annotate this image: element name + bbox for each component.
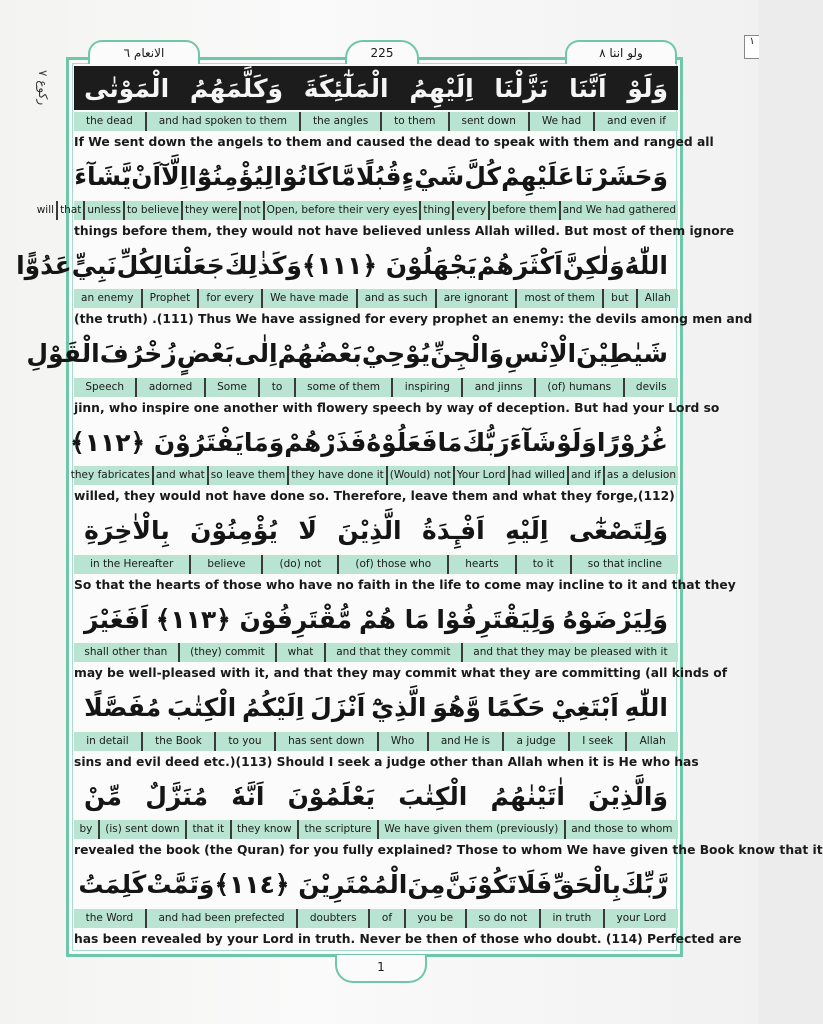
translation-line: has been revealed by your Lord in truth. Never be then of those who doubt. (114) Perfected are (74, 931, 742, 946)
arabic-word: اَنْ (131, 162, 162, 191)
translation-line: sins and evil deed etc.)(113) Should I seek a judge other than Allah when it is He who has (74, 754, 699, 769)
arabic-word: اَبْتَغِيْ (551, 693, 619, 722)
word-gloss: and even if (593, 112, 678, 131)
arabic-word: نَبِيٍّ (71, 250, 117, 280)
arabic-word: الَّذِيْنَ (337, 516, 402, 545)
word-gloss: Allah (625, 732, 678, 751)
arabic-word: بِالْاٰخِرَةِ (84, 516, 170, 545)
arabic-line (16, 243, 678, 287)
arabic-word: يَفْتَرُوْنَ ﴿١١٢﴾ (70, 427, 244, 457)
translation-line: If We sent down the angels to them and caused the dead to speak with them and ranged all (74, 135, 714, 149)
translation-line: revealed the book (the Quran) for you fully explained? Those to whom We have given the Book know that it (74, 843, 823, 857)
arabic-word: وَالْجِنِّ (430, 339, 505, 368)
word-gloss-row (74, 378, 678, 397)
word-gloss: devils (623, 378, 678, 397)
word-gloss-row (74, 555, 678, 574)
arabic-word: مُفَصَّلًا (84, 693, 162, 722)
arabic-word: عَلَيْهِمْ (501, 162, 575, 191)
word-gloss: are ignorant (435, 289, 516, 308)
word-gloss: and what (152, 466, 207, 485)
word-gloss: and as such (356, 289, 435, 308)
arabic-line (74, 686, 678, 730)
arabic-word: نَزَّلْنَا (494, 73, 549, 103)
word-gloss: Prophet (141, 289, 198, 308)
arabic-word: تَكُوْنَنَّ (445, 870, 517, 899)
arabic-word: اِلَّآ (161, 162, 189, 191)
arabic-word: وَلِتَصْغٰٓى (568, 516, 668, 545)
arabic-word: اَنَّنَا (569, 73, 607, 103)
arabic-word: مَا هُمْ (358, 604, 430, 634)
word-gloss: hearts (447, 555, 515, 574)
word-gloss: the Word (85, 911, 134, 924)
word-gloss: adorned (135, 378, 203, 397)
word-gloss: most of them (515, 289, 602, 308)
arabic-word: اَنَّهٗ (231, 781, 265, 811)
arabic-word: الْكِتٰبَ (167, 693, 237, 722)
arabic-word: يَّشَآءَ (74, 162, 132, 191)
word-gloss: and that they commit (324, 643, 461, 662)
arabic-word: اِلٰى (234, 339, 278, 368)
arabic-word: فَذَرْهُمْ (284, 427, 367, 457)
word-gloss: (is) sent down (98, 820, 185, 839)
arabic-word: حَكَمًا (486, 693, 546, 722)
arabic-word: وَتَمَّتْ (146, 870, 215, 899)
arabic-word: اَكْثَرَهُمْ (476, 250, 563, 280)
word-gloss: not (239, 201, 262, 220)
word-gloss: as a delusion (603, 466, 678, 485)
word-gloss: We have made (261, 289, 356, 308)
arabic-word: اِلَيْهِمُ (409, 73, 474, 103)
arabic-line (74, 774, 678, 818)
arabic-word: رَّبِّكَ (620, 870, 668, 899)
arabic-word: زُخْرُفَ (99, 339, 177, 368)
word-gloss: an enemy (81, 292, 134, 304)
translation-line: may be well-pleased with it, and that they may commit what they are committing (all kinds of (74, 666, 728, 680)
arabic-word: الْقَوْلِ (26, 339, 100, 368)
arabic-word: الْاِنْسِ (504, 339, 577, 368)
arabic-line (74, 155, 678, 199)
word-gloss: to believe (123, 201, 181, 220)
arabic-word: مَّا (331, 162, 356, 191)
word-gloss: Speech (85, 380, 125, 393)
arabic-word: وَكَلَّمَهُمُ (189, 73, 284, 103)
word-gloss: will (36, 203, 55, 216)
arabic-line (74, 509, 678, 553)
word-gloss: had willed (508, 466, 568, 485)
page-number: 225 (345, 40, 419, 64)
translation-line: things before them, they would not have believed unless Allah willed. But most of them ignore (74, 223, 735, 238)
arabic-word: وَلِيَقْتَرِفُوْا (436, 604, 556, 634)
word-gloss: shall other than (84, 646, 168, 658)
word-gloss: Who (377, 732, 427, 751)
arabic-word: الْكِتٰبَ (398, 781, 468, 811)
word-gloss: your Lord (603, 909, 678, 928)
word-gloss: thing (419, 201, 452, 220)
word-gloss: and He is (427, 732, 503, 751)
arabic-word: وَّهُوَ (432, 693, 481, 722)
word-gloss: every (452, 201, 488, 220)
arabic-word: لَا (298, 516, 317, 545)
arabic-word: كَلِمَتُ (78, 870, 147, 899)
translation-line: So that the hearts of those who have no faith in the life to come may incline to it and that they (74, 577, 736, 592)
arabic-word: رَبُّكَ (462, 427, 510, 457)
word-gloss: and that they may be pleased with it (461, 643, 678, 662)
word-gloss: in the Hereafter (90, 557, 174, 570)
arabic-word: يُوْحِيْ (361, 339, 431, 368)
word-gloss: of (368, 909, 403, 928)
word-gloss: doubters (296, 909, 368, 928)
translation-line: (the truth) .(111) Thus We have assigned for every prophet an enemy: the devils among men and (74, 312, 753, 326)
word-gloss: to them (380, 112, 447, 131)
arabic-word: شَيْءٍ (401, 162, 465, 191)
arabic-word: مَا (437, 427, 463, 457)
word-gloss: some of them (294, 378, 392, 397)
word-gloss: We had (528, 112, 593, 131)
word-gloss: Some (204, 378, 259, 397)
word-gloss: Allah (636, 289, 678, 308)
arabic-word: شَآءَ (509, 427, 557, 457)
word-gloss: has sent down (274, 732, 377, 751)
word-gloss: so leave them (207, 466, 288, 485)
arabic-line (26, 332, 678, 376)
arabic-word: عَدُوًّا (16, 250, 72, 280)
word-gloss-row (74, 732, 678, 751)
word-gloss: (of) those who (337, 555, 447, 574)
word-gloss: in truth (539, 909, 603, 928)
arabic-word: مِّنْ (84, 781, 123, 811)
arabic-word: اَفْـِٕدَةُ (422, 516, 485, 545)
arabic-word: الْمَوْتٰى (84, 73, 170, 103)
word-gloss: and if (567, 466, 603, 485)
juz-tab: ولو اننا ٨ (565, 40, 677, 64)
arabic-line (74, 597, 678, 641)
word-gloss: so do not (465, 909, 539, 928)
surah-tab: الانعام ٦ (88, 40, 200, 64)
word-gloss: believe (189, 555, 261, 574)
arabic-word: يَجْهَلُوْنَ ﴿١١١﴾ (301, 250, 477, 280)
word-gloss: (of) humans (534, 378, 623, 397)
footer-page-number: 1 (335, 955, 427, 983)
word-gloss-row (74, 909, 678, 928)
word-gloss: and had been prefected (145, 909, 296, 928)
word-gloss: you be (404, 909, 465, 928)
word-gloss: they were (181, 201, 239, 220)
arabic-word: مِنَ (407, 870, 446, 899)
arabic-word: وَلِيَرْضَوْهُ (562, 604, 668, 634)
arabic-word: جَعَلْنَا (162, 250, 225, 280)
arabic-word: يَعْلَمُوْنَ (287, 781, 376, 811)
arabic-word: وَلٰكِنَّ (562, 250, 625, 280)
edge-page-mark: ١ (744, 35, 759, 59)
arabic-word: لِكُلِّ (116, 250, 163, 280)
ruku-side-note: ۷ ركوع (36, 70, 50, 106)
arabic-line (74, 66, 678, 110)
arabic-word: اللّٰهِ (624, 693, 668, 722)
arabic-word: شَيٰطِيْنَ (576, 339, 668, 368)
word-gloss: We have given them (previously) (377, 820, 564, 839)
word-gloss: for every (197, 289, 261, 308)
word-gloss: that it (185, 820, 230, 839)
word-gloss: (do) not (261, 555, 337, 574)
arabic-word: غُرُوْرًا (596, 427, 668, 457)
arabic-word: بَعْضُهُمْ (277, 339, 362, 368)
word-gloss-row (36, 201, 678, 220)
word-gloss: the dead (85, 115, 133, 127)
arabic-word: مُّقْتَرِفُوْنَ ﴿١١٣﴾ (155, 604, 353, 634)
arabic-word: فَعَلُوْهُ (366, 427, 438, 457)
arabic-word: وَمَا (243, 427, 285, 457)
word-gloss: (they) commit (178, 643, 276, 662)
arabic-word: وَحَشَرْنَا (574, 162, 668, 191)
word-gloss: they know (230, 820, 297, 839)
word-gloss: what (275, 643, 324, 662)
arabic-word: كَانُوْا (273, 162, 332, 191)
word-gloss: they fabricates (70, 469, 150, 481)
word-gloss: to you (214, 732, 274, 751)
arabic-word: كُلَّ (464, 162, 502, 191)
word-gloss-row (70, 466, 678, 485)
word-gloss: unless (83, 201, 123, 220)
word-gloss: they have done it (287, 466, 385, 485)
arabic-line (70, 420, 678, 464)
word-gloss: that (56, 201, 83, 220)
word-gloss: (Would) not (386, 466, 453, 485)
arabic-word: لِيُؤْمِنُوْٓا (188, 162, 274, 191)
word-gloss: and those to whom (564, 820, 678, 839)
word-gloss: so that incline (570, 555, 678, 574)
arabic-word: اِلَيْهِ (505, 516, 549, 545)
word-gloss: sent down (448, 112, 528, 131)
word-gloss: the scripture (297, 820, 377, 839)
arabic-word: بِالْحَقِّ (552, 870, 621, 899)
word-gloss: a judge (502, 732, 568, 751)
arabic-word: الَّذِيْٓ (371, 693, 427, 722)
word-gloss: to (258, 378, 293, 397)
word-gloss: and had spoken to them (145, 112, 299, 131)
arabic-word: الْمُمْتَرِيْنَ ﴿١١٤﴾ (214, 870, 408, 899)
translation-line: jinn, who inspire one another with flowery speech by way of deception. But had your Lord so (74, 400, 720, 415)
word-gloss-row (74, 112, 678, 131)
arabic-word: وَلَوْ (556, 427, 597, 457)
arabic-word: وَالَّذِيْنَ (588, 781, 668, 811)
arabic-word: الْمَلٰٓئِكَةَ (303, 73, 389, 103)
word-gloss: the Book (141, 732, 214, 751)
word-gloss: and We had gathered (559, 201, 678, 220)
arabic-word: مُنَزَّلٌ (145, 781, 209, 811)
arabic-word: قُبُلًا (355, 162, 402, 191)
arabic-word: اللّٰهُ (624, 250, 668, 280)
word-gloss: Open, before their very eyes (263, 201, 420, 220)
word-gloss-row (74, 643, 678, 662)
word-gloss: but (602, 289, 636, 308)
word-gloss: to it (515, 555, 570, 574)
arabic-word: وَلَوْ (627, 73, 668, 103)
word-gloss: by (79, 823, 93, 835)
word-gloss: before them (488, 201, 559, 220)
word-gloss: the angles (299, 112, 380, 131)
arabic-line (74, 863, 678, 907)
word-gloss-row (74, 289, 678, 308)
arabic-word: يُؤْمِنُوْنَ (190, 516, 278, 545)
arabic-word: وَكَذٰلِكَ (224, 250, 302, 280)
word-gloss: in detail (86, 734, 129, 747)
word-gloss: Your Lord (453, 466, 508, 485)
word-gloss: inspiring (391, 378, 461, 397)
word-gloss-row (74, 820, 678, 839)
arabic-word: فَلَا (516, 870, 553, 899)
arabic-word: اٰتَيْنٰهُمُ (490, 781, 566, 811)
translation-line: willed, they would not have done so. Therefore, leave them and what they forge,(112) (74, 489, 675, 503)
arabic-word: اَنْزَلَ (310, 693, 366, 722)
arabic-word: بَعْضٍ (176, 339, 235, 368)
arabic-word: اَفَغَيْرَ (84, 604, 149, 634)
arabic-word: اِلَيْكُمُ (242, 693, 305, 722)
word-gloss: and jinns (461, 378, 534, 397)
word-gloss: I seek (568, 732, 625, 751)
